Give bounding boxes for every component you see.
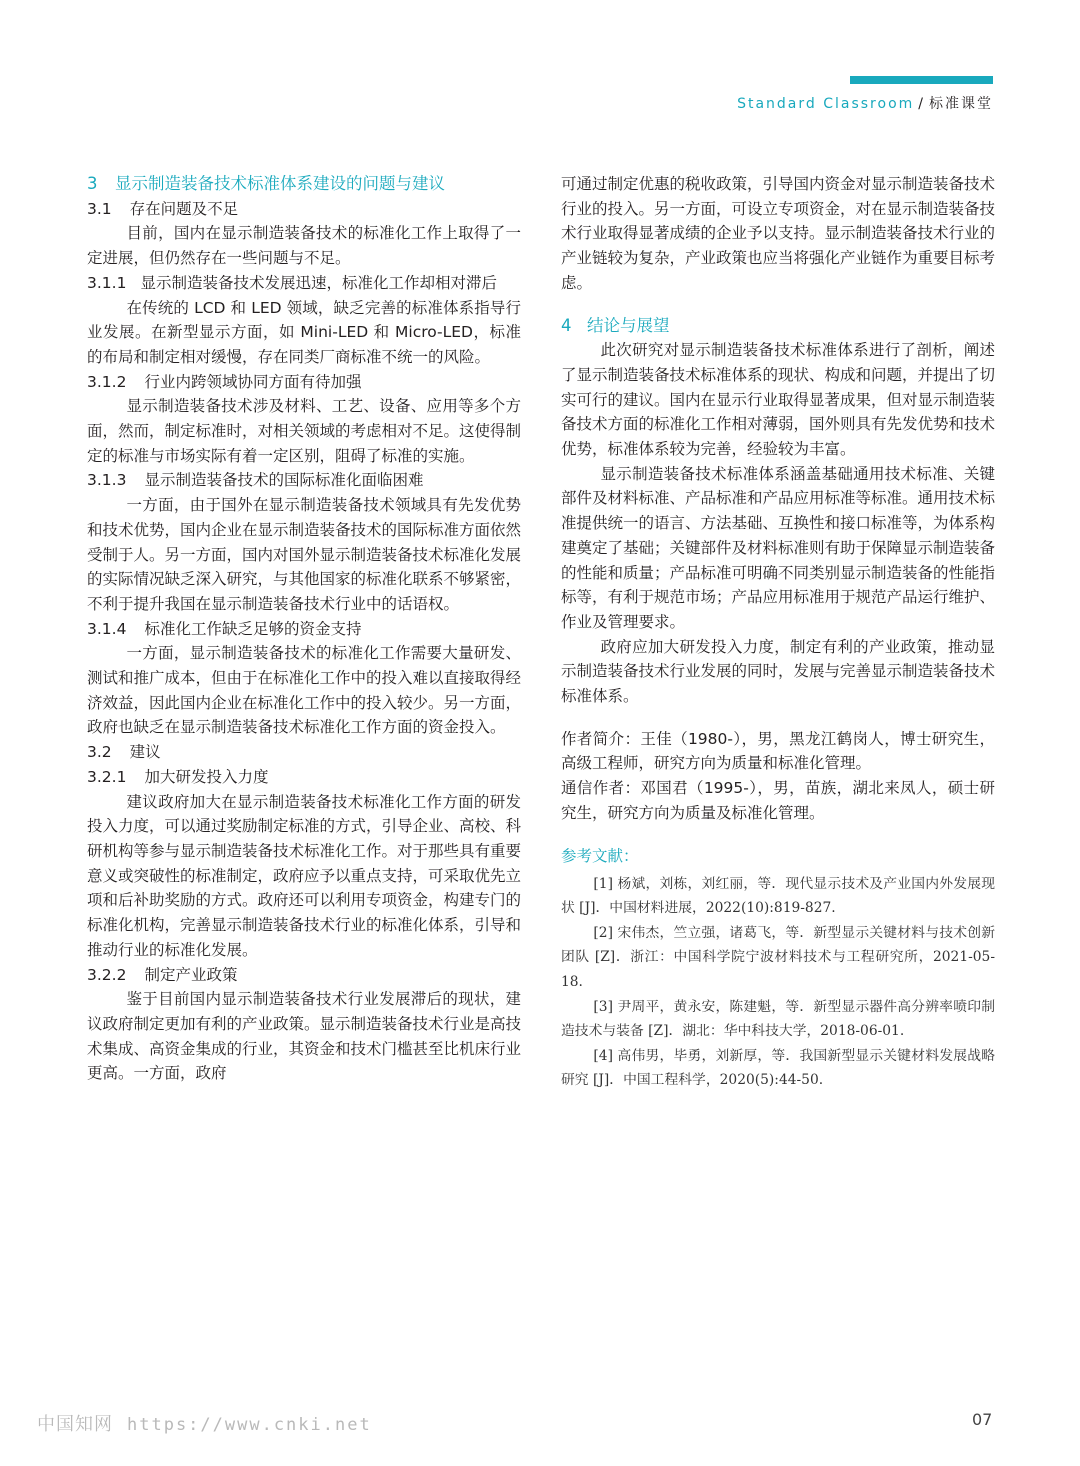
paragraph: 显示制造装备技术涉及材料、工艺、设备、应用等多个方面，然而，制定标准时，对相关领域的考虑相对不足。这使得制定的标准与市场实际有着一定区别，阻碍了标准的实施。 [87,397,522,465]
paragraph: 一方面，由于国外在显示制造装备技术领域具有先发优势和技术优势，国内企业在显示制造装备技术的国际标准方面依然受制于人。另一方面，国内对国外显示制造装备技术标准化发展的实际情况缺乏深入研究，与其他国家的标准化联系不够紧密，不利于提升我国在显示制造装备技术行业中的话语权。 [87,496,522,613]
reference-item: [3] 尹周平，黄永安，陈建魁，等．新型显示器件高分辨率喷印制造技术与装备 [Z]．湖北：华中科技大学，2018-06-01. [561,998,995,1040]
header-en: Standard Classroom [737,96,915,112]
heading-3-1: 3.1 存在问题及不足 [87,199,239,218]
heading-3-1-3: 3.1.3 显示制造装备技术的国际标准化面临困难 [87,471,424,490]
paragraph: 显示制造装备技术标准体系涵盖基础通用技术标准、关键部件及材料标准、产品标准和产品应用标准等标准。通用技术标准提供统一的语言、方法基础、互换性和接口标准等，为体系构建奠定了基础；关键部件及材料标准则有助于保障显示制造装备的性能和质量；产品标准可明确不同类别显示制造装备的性能指标等，有利于规范市场；产品应用标准用于规范产品运行维护、作业及管理要求。 [561,464,996,631]
heading-3-1-4: 3.1.4 标准化工作缺乏足够的资金支持 [87,619,362,638]
references-title: 参考文献： [561,846,639,865]
page-number: 07 [972,1410,993,1429]
paragraph: 在传统的 LCD 和 LED 领域，缺乏完善的标准体系指导行业发展。在新型显示方面，如 Mini-LED 和 Micro-LED，标准的布局和制定相对缓慢，存在同类厂商标准不统一的风险。 [87,298,521,366]
section-header [737,93,993,113]
watermark-text: 中国知网 [37,1414,113,1435]
reference-item: [2] 宋伟杰，竺立强，诸葛飞，等．新型显示关键材料与技术创新团队 [Z]．浙江：中国科学院宁波材料技术与工程研究所，2021-05-18. [561,924,995,990]
heading-4: 4 结论与展望 [561,315,670,335]
corresponding-author: 通信作者：邓国君（1995-），男，苗族，湖北来凤人，硕士研究生，研究方向为质量及标准化管理。 [561,779,995,822]
heading-3-2-2: 3.2.2 制定产业政策 [87,965,238,984]
header-cn: 标准课堂 [929,96,993,112]
heading-3: 3 显示制造装备技术标准体系建设的问题与建议 [87,174,445,193]
paragraph: 建议政府加大在显示制造装备技术标准化工作方面的研发投入力度，可以通过奖励制定标准的方式，引导企业、高校、科研机构等参与显示制造装备技术标准化工作。对于那些具有重要意义或突破性的标准制定，政府应予以重点支持，可采取优先立项和后补助奖励的方式。政府还可以利用专项资金，构建专门的标准化机构，完善显示制造装备技术行业的标准化体系，引导和推动行业的标准化发展。 [87,792,522,959]
heading-3-2-1: 3.2.1 加大研发投入力度 [87,767,269,786]
header-sep: / [918,96,925,112]
paragraph: 目前，国内在显示制造装备技术的标准化工作上取得了一定进展，但仍然存在一些问题与不足。 [87,224,521,268]
left-column [87,172,521,1086]
header-accent-bar [850,76,993,84]
reference-item: [4] 高伟男，毕勇，刘新厚，等．我国新型显示关键材料发展战略研究 [J]．中国工程科学，2020(5):44-50. [561,1047,995,1089]
paragraph: 可通过制定优惠的税收政策，引导国内资金对显示制造装备技术行业的投入。另一方面，可设立专项资金，对在显示制造装备技术行业取得显著成绩的企业予以支持。显示制造装备技术行业的产业链较为复杂，产业政策也应当将强化产业链作为重要目标考虑。 [561,175,996,292]
watermark-url: https://www.cnki.net [127,1415,372,1435]
heading-3-1-1: 3.1.1 显示制造装备技术发展迅速，标准化工作却相对滞后 [87,273,497,292]
heading-3-1-2: 3.1.2 行业内跨领域协同方面有待加强 [87,372,362,391]
paragraph: 鉴于目前国内显示制造装备技术行业发展滞后的现状，建议政府制定更加有利的产业政策。显示制造装备技术行业是高技术集成、高资金集成的行业，其资金和技术门槛甚至比机床行业更高。一方面，政府 [87,990,522,1083]
author-bio: 作者简介：王佳（1980-），男，黑龙江鹤岗人，博士研究生，高级工程师，研究方向为质量和标准化管理。 [561,729,995,773]
reference-item: [1] 杨斌，刘栋，刘红丽，等．现代显示技术及产业国内外发展现状 [J]．中国材料进展，2022(10):819-827. [561,875,995,917]
heading-3-2: 3.2 建议 [87,743,161,762]
right-column [561,172,995,1093]
paragraph: 政府应加大研发投入力度，制定有利的产业政策，推动显示制造装备技术行业发展的同时，发展与完善显示制造装备技术标准体系。 [561,637,996,706]
watermark [37,1410,372,1436]
paragraph: 此次研究对显示制造装备技术标准体系进行了剖析，阐述了显示制造装备技术标准体系的现状、构成和问题，并提出了切实可行的建议。国内在显示行业取得显著成果，但对显示制造装备技术方面的标准化工作相对薄弱，国外则具有先发优势和技术优势，标准体系较为完善，经验较为丰富。 [561,341,996,459]
paragraph: 一方面，显示制造装备技术的标准化工作需要大量研发、测试和推广成本，但由于在标准化工作中的投入难以直接取得经济效益，因此国内企业在标准化工作中的投入较少。另一方面，政府也缺乏在显示制造装备技术标准化工作方面的资金投入。 [87,644,522,737]
